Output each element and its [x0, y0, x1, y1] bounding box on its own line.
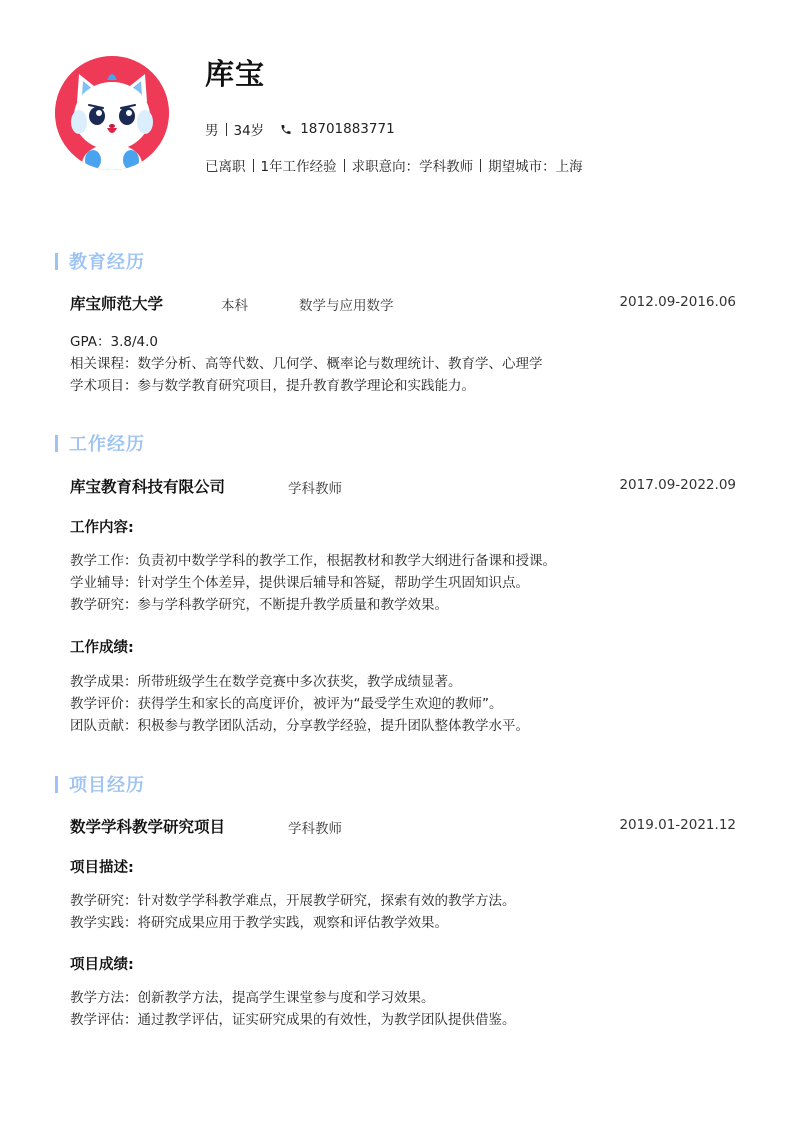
- section-title-text: 教育经历: [69, 252, 145, 273]
- list-item: 学术项目：参与数学教育研究项目，提升教育教学理论和实践能力。: [70, 378, 475, 394]
- section-accent-bar: [55, 253, 58, 270]
- list-item: 教学研究：针对数学学科教学难点，开展教学研究，探索有效的教学方法。: [70, 893, 516, 909]
- candidate-name: 库宝: [205, 57, 266, 91]
- project-section-title: [55, 771, 145, 797]
- work-achievement-label: 工作成绩:: [70, 640, 134, 656]
- phone-number: 18701883771: [300, 121, 395, 137]
- work-achievement-list: [70, 671, 736, 737]
- phone: [280, 121, 394, 137]
- school-name: 库宝师范大学: [70, 295, 164, 313]
- education-entry-header: [70, 292, 736, 316]
- section-title-text: 项目经历: [69, 775, 145, 796]
- work-experience: 1年工作经验: [260, 159, 337, 175]
- project-achievement-list: [70, 987, 736, 1031]
- employment-status: 已离职: [205, 159, 246, 175]
- job-info-row: [205, 155, 583, 175]
- education-date: 2012.09-2016.06: [619, 294, 736, 310]
- cat-mascot-icon: [55, 56, 169, 170]
- job-role: 学科教师: [288, 481, 342, 497]
- section-title-text: 工作经历: [69, 434, 145, 455]
- list-item: 学业辅导：针对学生个体差异，提供课后辅导和答疑，帮助学生巩固知识点。: [70, 575, 529, 591]
- work-content-list: [70, 550, 736, 616]
- divider: [253, 159, 254, 172]
- phone-icon: [280, 123, 292, 136]
- work-section-title: [55, 430, 145, 456]
- section-accent-bar: [55, 435, 58, 452]
- list-item: 相关课程：数学分析、高等代数、几何学、概率论与数理统计、教育学、心理学: [70, 356, 543, 372]
- project-role: 学科教师: [288, 821, 342, 837]
- project-achievement-label: 项目成绩:: [70, 957, 134, 973]
- profile-header: [55, 52, 745, 177]
- list-item: 教学实践：将研究成果应用于教学实践，观察和评估教学效果。: [70, 915, 448, 931]
- major: 数学与应用数学: [299, 298, 394, 314]
- list-item: 教学工作：负责初中数学学科的教学工作，根据教材和教学大纲进行备课和授课。: [70, 553, 556, 569]
- project-desc-label: 项目描述:: [70, 860, 134, 876]
- education-details: [70, 331, 736, 397]
- expected-city: 期望城市：上海: [488, 159, 583, 175]
- age: 34岁: [233, 123, 265, 139]
- project-entry-header: [70, 815, 736, 839]
- work-entry-header: [70, 475, 736, 499]
- project-name: 数学学科教学研究项目: [70, 818, 226, 836]
- divider: [226, 123, 227, 136]
- avatar: [55, 56, 169, 170]
- degree: 本科: [221, 298, 248, 314]
- list-item: 教学评价：获得学生和家长的高度评价，被评为“最受学生欢迎的教师”。: [70, 696, 503, 712]
- list-item: 教学研究：参与学科教学研究，不断提升教学质量和教学效果。: [70, 597, 448, 613]
- work-date: 2017.09-2022.09: [619, 477, 736, 493]
- project-date: 2019.01-2021.12: [619, 817, 736, 833]
- list-item: 教学成果：所带班级学生在数学竞赛中多次获奖，教学成绩显著。: [70, 674, 462, 690]
- list-item: 教学评估：通过教学评估，证实研究成果的有效性，为教学团队提供借鉴。: [70, 1012, 516, 1028]
- list-item: 教学方法：创新教学方法，提高学生课堂参与度和学习效果。: [70, 990, 435, 1006]
- job-intention: 求职意向：学科教师: [351, 159, 474, 175]
- project-desc-list: [70, 890, 736, 934]
- list-item: 团队贡献：积极参与教学团队活动，分享教学经验，提升团队整体教学水平。: [70, 718, 529, 734]
- list-item: GPA：3.8/4.0: [70, 334, 158, 350]
- work-content-label: 工作内容:: [70, 520, 134, 536]
- section-accent-bar: [55, 776, 58, 793]
- education-section-title: [55, 248, 145, 274]
- basic-info-row: [205, 119, 395, 139]
- divider: [480, 159, 481, 172]
- gender: 男: [205, 123, 219, 139]
- divider: [344, 159, 345, 172]
- company-name: 库宝教育科技有限公司: [70, 478, 226, 496]
